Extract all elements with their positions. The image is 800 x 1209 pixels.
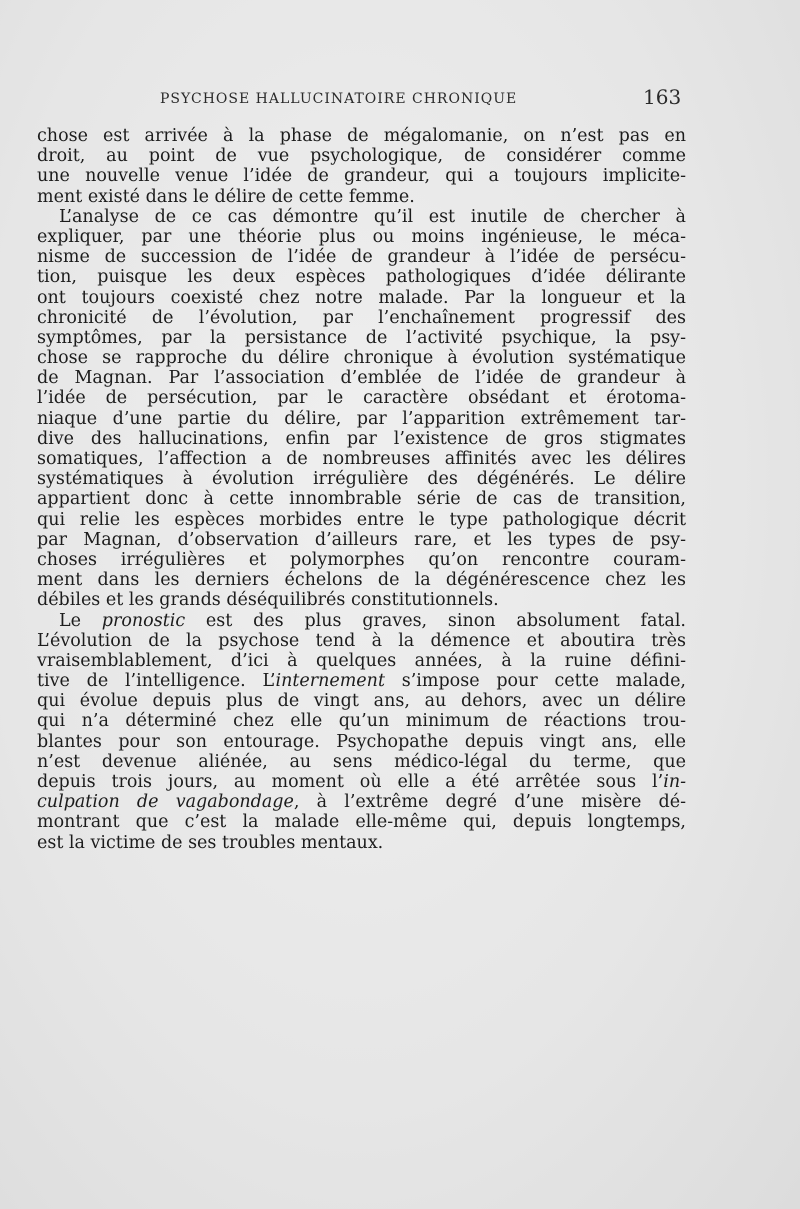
text-line: montrant que c’est la malade elle-même qui, depuis longtemps, — [37, 812, 686, 833]
text-line: niaque d’une partie du délire, par l’apparition extrêmement tar- — [37, 408, 686, 429]
text-line: symptômes, par la persistance de l’activité psychique, la psy- — [37, 327, 686, 348]
text-line: qui n’a déterminé chez elle qu’un minimum de réactions trou- — [37, 711, 686, 732]
text-line: chose se rapproche du délire chronique à évolution systématique — [37, 348, 686, 369]
italic-term: culpation de vagabondage — [37, 792, 294, 813]
paragraph-3 — [37, 611, 686, 853]
text-line: ont toujours coexisté chez notre malade. Par la longueur et la — [37, 287, 686, 308]
text-line: L’évolution de la psychose tend à la démence et aboutira très — [37, 630, 686, 651]
text-fragment: s’impose pour cette malade, — [384, 671, 686, 692]
text-line: une nouvelle venue l’idée de grandeur, qui a toujours implicite- — [37, 166, 686, 187]
paragraph-2 — [37, 207, 686, 611]
paragraph-1 — [37, 126, 686, 207]
text-line — [37, 611, 686, 631]
text-fragment: Le — [59, 610, 102, 631]
text-line — [37, 772, 686, 792]
text-line: dive des hallucinations, enfin par l’existence de gros stigmates — [37, 428, 686, 449]
italic-term: internement — [275, 671, 385, 692]
text-line: L’analyse de ce cas démontre qu’il est inutile de chercher à — [59, 206, 686, 227]
text-fragment: , à l’extrême degré d’une misère dé- — [293, 792, 686, 813]
text-line: débiles et les grands déséquilibrés constitutionnels. — [37, 590, 499, 611]
text-line: somatiques, l’affection a de nombreuses affinités avec les délires — [37, 449, 686, 469]
text-line: expliquer, par une théorie plus ou moins ingénieuse, le méca- — [37, 226, 686, 247]
body-text — [37, 126, 686, 853]
text-line: tion, puisque les deux espèces pathologiques d’idée délirante — [37, 267, 686, 288]
text-line: choses irrégulières et polymorphes qu’on rencontre couram- — [37, 549, 686, 570]
text-line: de Magnan. Par l’association d’emblée de l’idée de grandeur à — [37, 368, 686, 389]
text-line: chose est arrivée à la phase de mégalomanie, on n’est pas en — [37, 126, 686, 146]
text-line: par Magnan, d’observation d’ailleurs rare, et les types de psy- — [37, 529, 686, 550]
running-title: PSYCHOSE HALLUCINATOIRE CHRONIQUE — [160, 91, 518, 107]
text-line: nisme de succession de l’idée de grandeur à l’idée de persécu- — [37, 247, 686, 268]
text-line: systématiques à évolution irrégulière des dégénérés. Le délire — [37, 469, 686, 490]
text-line — [37, 792, 686, 812]
page-number: 163 — [643, 85, 682, 109]
text-line: blantes pour son entourage. Psychopathe depuis vingt ans, elle — [37, 731, 686, 752]
text-line: vraisemblablement, d’ici à quelques années, à la ruine défini- — [37, 650, 686, 671]
text-line: ment dans les derniers échelons de la dégénérescence chez les — [37, 570, 686, 591]
text-line: appartient donc à cette innombrable série de cas de transition, — [37, 489, 686, 510]
text-line: l’idée de persécution, par le caractère obsédant et érotoma- — [37, 388, 686, 409]
text-line: ment existé dans le délire de cette femme. — [37, 186, 415, 207]
italic-term: in- — [663, 772, 686, 792]
text-fragment: tive de l’intelligence. L’ — [37, 671, 276, 692]
text-line: est la victime de ses troubles mentaux. — [37, 832, 384, 853]
text-line: n’est devenue aliénée, au sens médico-légal du terme, que — [37, 751, 686, 772]
text-line: droit, au point de vue psychologique, de considérer comme — [37, 146, 686, 167]
text-line: chronicité de l’évolution, par l’enchaînement progressif des — [37, 307, 686, 328]
italic-term: pronostic — [101, 610, 186, 631]
text-fragment: depuis trois jours, au moment où elle a été arrêtée sous l’ — [37, 772, 664, 792]
text-fragment: est des plus graves, sinon absolument fatal. — [185, 610, 686, 631]
text-line: qui évolue depuis plus de vingt ans, au dehors, avec un délire — [37, 691, 686, 712]
text-line — [37, 671, 686, 691]
text-line: qui relie les espèces morbides entre le type pathologique décrit — [37, 509, 686, 530]
